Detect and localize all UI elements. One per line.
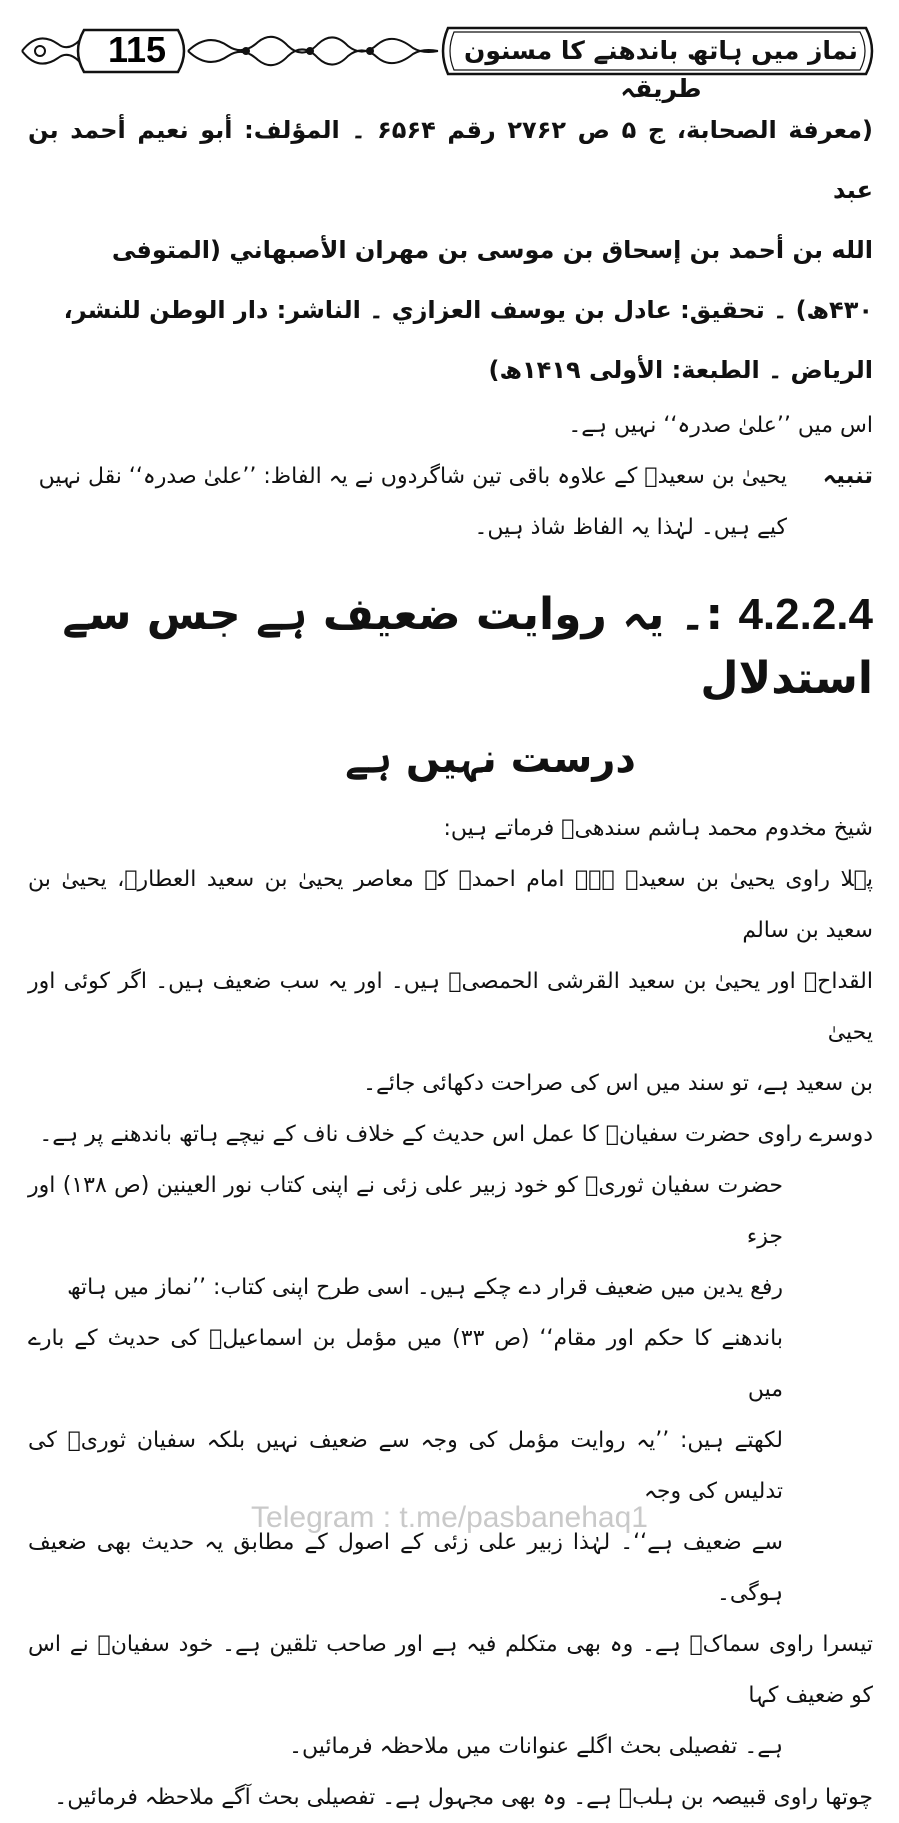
section-heading-line2: درست نہیں ہے (345, 736, 636, 782)
arabic-reference-block (28, 100, 873, 400)
paragraph: اس میں ’’علیٰ صدرہ‘‘ نہیں ہے۔ (568, 413, 873, 438)
reference-line: (معرفة الصحابة، ج ۵ ص ۲۷۶۲ رقم ۶۵۶۴ ۔ المؤلف: أبو نعيم أحمد بن عبد (28, 116, 873, 204)
reference-line: ۴۳۰ھ) ۔ تحقیق: عادل بن يوسف العزازي ۔ الناشر: دار الوطن للنشر، (63, 296, 873, 324)
section-number: 4.2.2.4 (738, 590, 873, 639)
body-line: باندھنے کا حکم اور مقام‘‘ (ص ۳۳) میں مؤمل بن اسماعیلؒ کی حدیث کے بارے میں (28, 1326, 784, 1402)
note-line: کیے ہیں۔ لہٰذا یہ الفاظ شاذ ہیں۔ (474, 515, 787, 540)
note-body (28, 451, 787, 553)
body-line: پہلا راوی یحییٰ بن سعیدؒ ہے۔ امام احمدؒ کے معاصر یحییٰ بن سعید العطارؒ، یحییٰ بن سعید بن سالم (28, 867, 873, 943)
body-line: حضرت سفیان ثوریؒ کو خود زبیر علی زئی نے اپنی کتاب نور العینین (ص ۱۳۸) اور جزء (28, 1173, 784, 1249)
body-line: سے ضعیف ہے‘‘۔ لہٰذا زبیر علی زئی کے اصول کے مطابق یہ حدیث بھی ضعیف ہوگی۔ (28, 1530, 783, 1606)
body-line: القداحؒ اور یحییٰ بن سعید القرشی الحمصیؒ ہیں۔ اور یہ سب ضعیف ہیں۔ اگر کوئی اور یحییٰ (28, 969, 873, 1045)
note-label: تنبیہ (822, 463, 873, 489)
page-header (18, 22, 880, 103)
page-content (28, 100, 873, 1823)
telegram-watermark: Telegram : t.me/pasbanehaq1 (251, 1501, 648, 1534)
body-line: دوسرے راوی حضرت سفیانؒ کا عمل اس حدیث کے خلاف ناف کے نیچے ہاتھ باندھنے پر ہے۔ (39, 1122, 873, 1147)
body-line: چوتھا راوی قبیصہ بن ہلبؒ ہے۔ وہ بھی مجہول ہے۔ تفصیلی بحث آگے ملاحظہ فرمائیں۔ (54, 1785, 873, 1810)
intro-line: شیخ مخدوم محمد ہاشم سندھیؒ فرماتے ہیں: (443, 816, 873, 841)
body-line: ہے۔ تفصیلی بحث اگلے عنوانات میں ملاحظہ فرمائیں۔ (289, 1734, 783, 1759)
note-line: یحییٰ بن سعیدؒ کے علاوہ باقی تین شاگردوں نے یہ الفاظ: ’’علیٰ صدرہ‘‘ نقل نہیں (38, 464, 787, 489)
body-line: بن سعید ہے، تو سند میں اس کی صراحت دکھائی جائے۔ (363, 1071, 873, 1096)
body-line: رفع یدین میں ضعیف قرار دے چکے ہیں۔ اسی طرح اپنی کتاب: ’’نماز میں ہاتھ (67, 1275, 783, 1300)
reference-line: الله بن أحمد بن إسحاق بن موسى بن مهران الأصبهاني (المتوفى (111, 236, 873, 264)
reference-line: الرياض ۔ الطبعة: الأولى ۱۴۱۹ھ) (488, 356, 873, 384)
running-header-title: نماز میں ہاتھ باندھنے کا مسنون طریقہ (464, 36, 858, 103)
body-line: تیسرا راوی سماکؒ ہے۔ وہ بھی متکلم فیہ ہے اور صاحب تلقین ہے۔ خود سفیانؒ نے اس کو ضعیف کہا (28, 1632, 873, 1708)
body-line: لکھتے ہیں: ’’یہ روایت مؤمل کی وجہ سے ضعیف نہیں بلکہ سفیان ثوریؒ کی تدلیس کی وجہ (28, 1428, 783, 1504)
note-block (28, 451, 873, 553)
page-number: 115 (107, 29, 167, 70)
section-heading (28, 583, 873, 711)
section-heading-text: :۔ یہ روایت ضعیف ہے جس سے استدلال (62, 589, 873, 704)
